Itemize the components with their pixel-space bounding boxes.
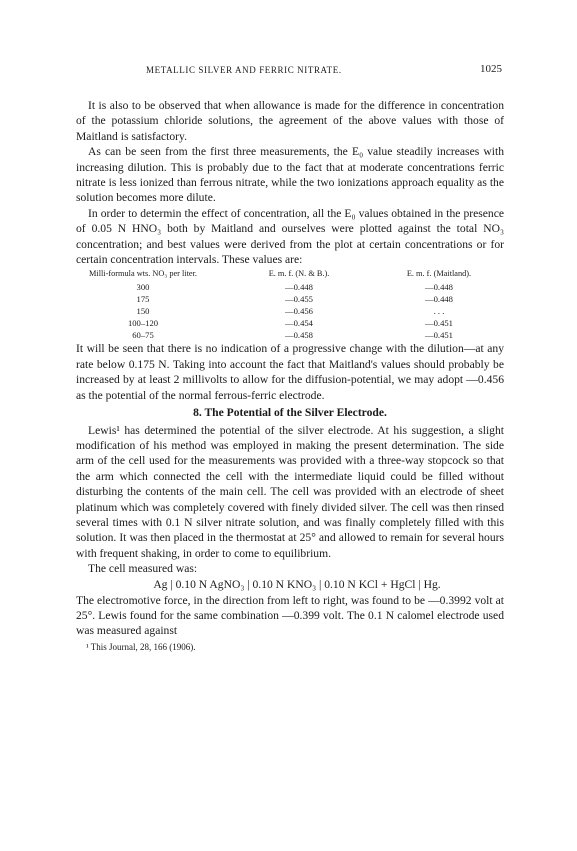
journal-page bbox=[76, 62, 504, 653]
cell-emf-nb: —0.454 bbox=[285, 318, 313, 329]
paragraph-dilution: As can be seen from the first three measurements, the E₀ value steadily increases with increasing dilution. This is probably due to the fact that at moderate concentrations ferric nitrate is less ionized than ferrous nitrate, while the two ionizations approach equality as the solution becomes more dilute. bbox=[76, 145, 504, 205]
cell-emf-maitland: —0.448 bbox=[425, 282, 453, 293]
cell-emf-maitland: —0.451 bbox=[425, 318, 453, 329]
table-row bbox=[76, 329, 504, 341]
col-header-emf-nb: E. m. f. (N. & B.). bbox=[268, 269, 330, 279]
cell-emf-nb: —0.448 bbox=[285, 282, 313, 293]
cell-emf-nb: —0.455 bbox=[285, 294, 313, 305]
section-heading: 8. The Potential of the Silver Electrode. bbox=[193, 406, 387, 420]
paragraph-lewis-method: Lewis¹ has determined the potential of the silver electrode. At his suggestion, a slight modification of his method was employed in making the present determination. The side arm of the cell used for the measurements was provided with a three-way stopcock so that the arm which connected the cell with the intermediate liquid could be filled without disturbing the contents of the main cell. The cell was provided with an electrode of sheet platinum which was completely covered with finely divided silver. The cell was then rinsed several times with 0.1 N silver nitrate solution, and was finally completely filled with this solution. It was then placed in the thermostat at 25° and allowed to remain for several hours with frequent shaking, in order to come to equilibrium. bbox=[76, 423, 504, 560]
table-row bbox=[76, 317, 504, 329]
cell-concentration: 100–120 bbox=[127, 318, 159, 329]
cell-emf-maitland: . . . bbox=[433, 306, 445, 317]
col-header-emf-maitland: E. m. f. (Maitland). bbox=[406, 269, 472, 279]
table-header-row bbox=[76, 268, 504, 281]
running-title: METALLIC SILVER AND FERRIC NITRATE. bbox=[146, 65, 342, 75]
cell-concentration: 175 bbox=[136, 294, 150, 305]
cell-formula: Ag | 0.10 N AgNO₃ | 0.10 N KNO₃ | 0.10 N KCl + HgCl | Hg. bbox=[153, 577, 441, 591]
paragraph-maitland-agreement: It is also to be observed that when allowance is made for the difference in concentration of the potassium chloride solutions, the agreement of the above values with those of Maitland is satisfactory. bbox=[76, 99, 504, 143]
footnote: ¹ This Journal, 28, 166 (1906). bbox=[86, 641, 196, 652]
cell-emf-maitland: —0.451 bbox=[425, 330, 453, 341]
paragraph-cell-measured: The cell measured was: bbox=[88, 562, 198, 576]
emf-values-table bbox=[76, 268, 504, 341]
running-header bbox=[76, 62, 504, 78]
table-row bbox=[76, 293, 504, 305]
cell-concentration: 60–75 bbox=[132, 330, 154, 341]
paragraph-no-progressive-change: It will be seen that there is no indication of a progressive change with the dilution—at any rate below 0.175 N. Taking into account the fact that Maitland's values should probably be increased by at least 2 millivolts to allow for the diffusion-potential, we may adopt —0.456 as the potential of the normal ferrous-ferric electrode. bbox=[76, 342, 504, 402]
cell-concentration: 150 bbox=[136, 306, 150, 317]
table-row bbox=[76, 305, 504, 317]
table-row bbox=[76, 281, 504, 293]
paragraph-emf-result: The electromotive force, in the direction from left to right, was found to be —0.3992 volt at 25°. Lewis found for the same combination —0.399 volt. The 0.1 N calomel electrode used was measured against bbox=[76, 593, 504, 638]
cell-concentration: 300 bbox=[136, 282, 150, 293]
cell-emf-nb: —0.456 bbox=[285, 306, 313, 317]
col-header-concentration: Milli-formula wts. NO₃ per liter. bbox=[89, 269, 197, 279]
cell-emf-maitland: —0.448 bbox=[425, 294, 453, 305]
page-number: 1025 bbox=[480, 63, 502, 75]
paragraph-concentration-effect: In order to determin the effect of concentration, all the E₀ values obtained in the presence of 0.05 N HNO₃ both by Maitland and ourselves were plotted against the total NO₃ concentration; and best values were derived from the plot at certain concentrations or for certain concentration intervals. These values are: bbox=[76, 206, 504, 267]
cell-emf-nb: —0.458 bbox=[285, 330, 313, 341]
